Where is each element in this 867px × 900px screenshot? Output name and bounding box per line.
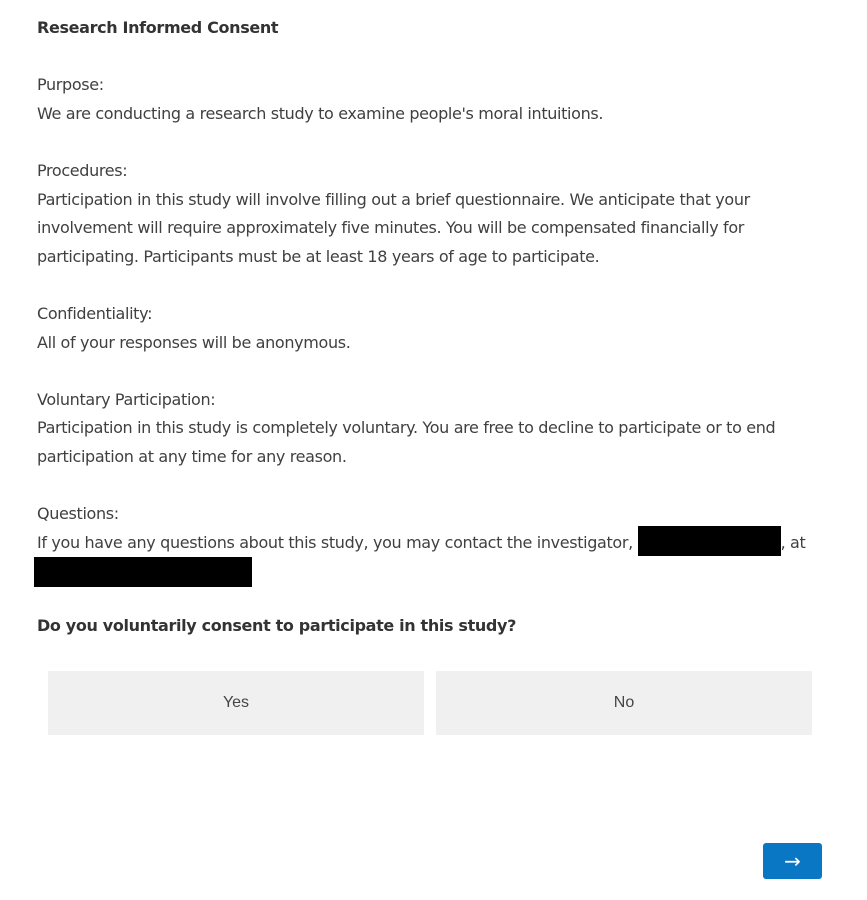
purpose-heading: Purpose: [37,75,104,95]
consent-question: Do you voluntarily consent to participate in this study? [37,616,517,635]
yes-option[interactable]: Yes [48,671,424,735]
purpose-section [37,71,827,128]
confidentiality-heading: Confidentiality: [37,303,153,323]
redacted-contact-info [34,557,252,587]
questions-text-middle: , at [780,532,806,552]
questions-heading: Questions: [37,504,119,524]
no-option[interactable]: No [436,671,812,735]
purpose-text: We are conducting a research study to examine people's moral intuitions. [37,103,604,123]
confidentiality-text: All of your responses will be anonymous. [37,332,351,352]
confidentiality-section [37,300,827,357]
voluntary-text: Participation in this study is completely voluntary. You are free to decline to participate or to end participation at any time for any reason. [37,418,776,466]
redacted-investigator-name [638,526,781,556]
questions-text-prefix: If you have any questions about this study, you may contact the investigator, [37,532,633,552]
questions-text [37,529,827,588]
right-arrow-icon: → [784,849,801,873]
procedures-heading: Procedures: [37,160,128,180]
consent-title: Research Informed Consent [37,18,279,37]
procedures-text: Participation in this study will involve filling out a brief questionnaire. We anticipate that your involvement will require approximately five minutes. You will be compensated financially for participating. Participants must be at least 18 years of age to participate. [37,189,750,266]
voluntary-section [37,386,827,472]
questions-section [37,500,827,587]
consent-form [37,14,827,587]
procedures-section [37,157,827,271]
next-button[interactable] [763,843,822,879]
voluntary-heading: Voluntary Participation: [37,389,216,409]
